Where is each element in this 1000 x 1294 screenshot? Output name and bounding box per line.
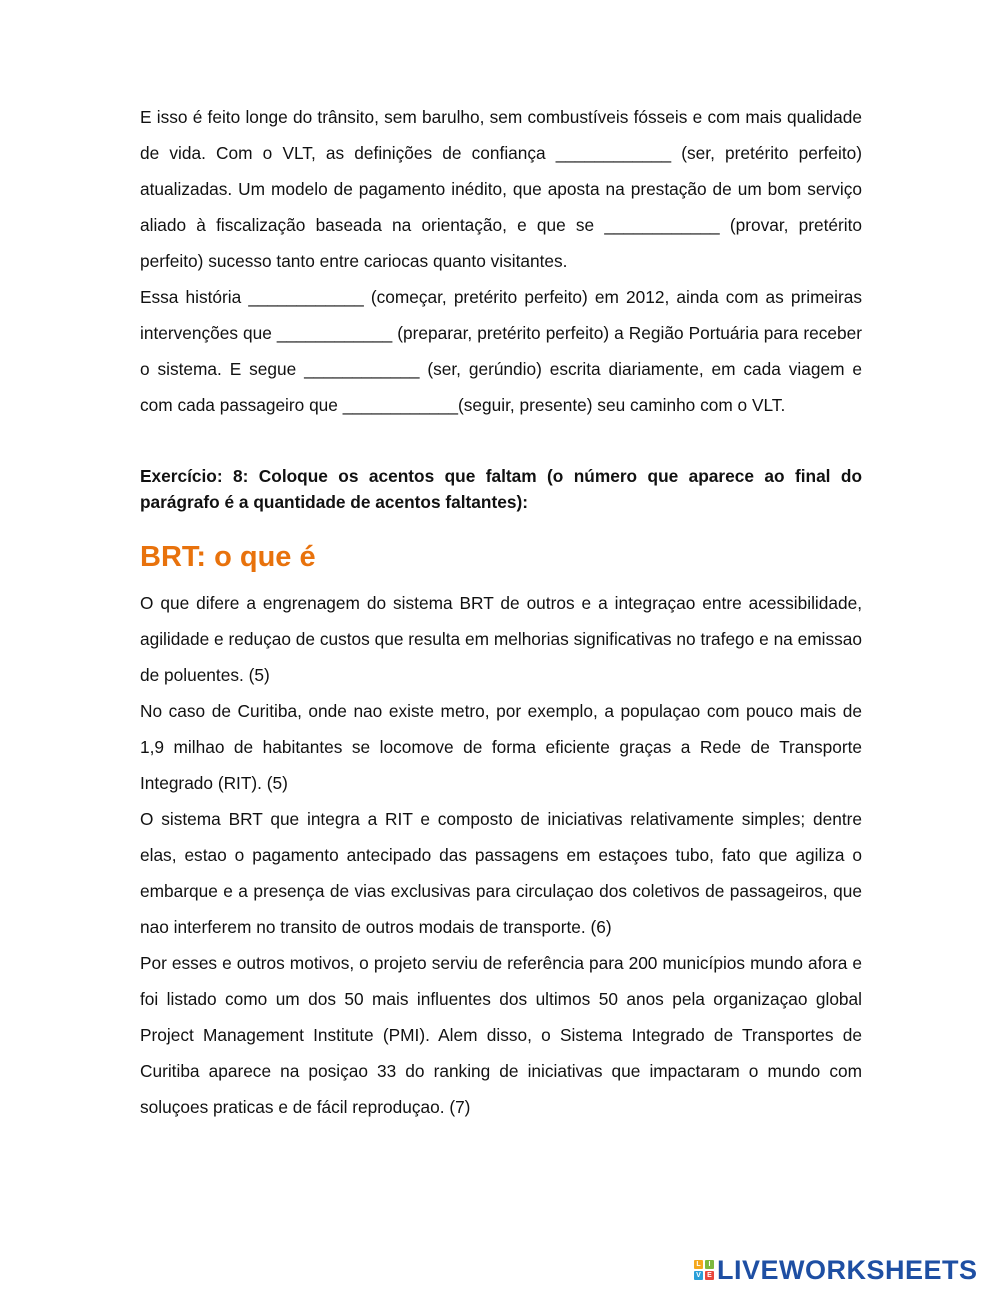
paragraph-vlt-2: Essa história ____________ (começar, pretérito perfeito) em 2012, ainda com as primeiras intervenções que ____________ (preparar, pretérito perfeito) a Região Portuária para receber o sistema. E segue ____________ (ser, gerúndio) escrita diariamente, em cada viagem e com cada passageiro que ____________(seguir, presente) seu caminho com o VLT. [140,287,862,415]
paragraph-brt-4: Por esses e outros motivos, o projeto serviu de referência para 200 municípios mundo afora e foi listado como um dos 50 mais influentes dos ultimos 50 anos pela organizaçao global Project Management Institute (PMI). Alem disso, o Sistema Integrado de Transportes de Curitiba aparece na posiçao 33 do ranking de iniciativas que impactaram o mundo com soluçoes praticas e de fácil reproduçao. (7) [140,953,862,1117]
exercise-title: Exercício: 8: Coloque os acentos que faltam (o número que aparece ao final do parágrafo é a quantidade de acentos faltantes): [140,466,862,512]
logo-mark-e: E [705,1271,714,1280]
worksheet-page [140,99,862,1125]
paragraph-brt-1: O que difere a engrenagem do sistema BRT de outros e a integraçao entre acessibilidade, agilidade e reduçao de custos que resulta em melhorias significativas no trafego e na emissao de poluentes. (5) [140,593,862,685]
logo-mark-l: L [694,1260,703,1269]
paragraph-brt-2: No caso de Curitiba, onde nao existe metro, por exemplo, a populaçao com pouco mais de 1,9 milhao de habitantes se locomove de forma eficiente graças a Rede de Transporte Integrado (RIT). (5) [140,701,862,793]
paragraph-brt-3: O sistema BRT que integra a RIT e composto de iniciativas relativamente simples; dentre elas, estao o pagamento antecipado das passagens em estaçoes tubo, fato que agiliza o embarque e a presença de vias exclusivas para circulaçao dos coletivos de passageiros, que nao interferem no transito de outros modais de transporte. (6) [140,809,862,937]
paragraph-vlt-1: E isso é feito longe do trânsito, sem barulho, sem combustíveis fósseis e com mais qualidade de vida. Com o VLT, as definições de confiança ____________ (ser, pretérito perfeito) atualizadas. Um modelo de pagamento inédito, que aposta na prestação de um bom serviço aliado à fiscalização baseada na orientação, e que se ____________ (provar, pretérito perfeito) sucesso tanto entre cariocas quanto visitantes. [140,107,862,271]
logo-text: LIVEWORKSHEETS [717,1254,978,1285]
section-heading: BRT: o que é [140,541,316,573]
logo-mark-v: V [694,1271,703,1280]
liveworksheets-logo [694,1256,978,1284]
logo-mark-i: I [705,1260,714,1269]
logo-mark-icon [694,1260,714,1280]
